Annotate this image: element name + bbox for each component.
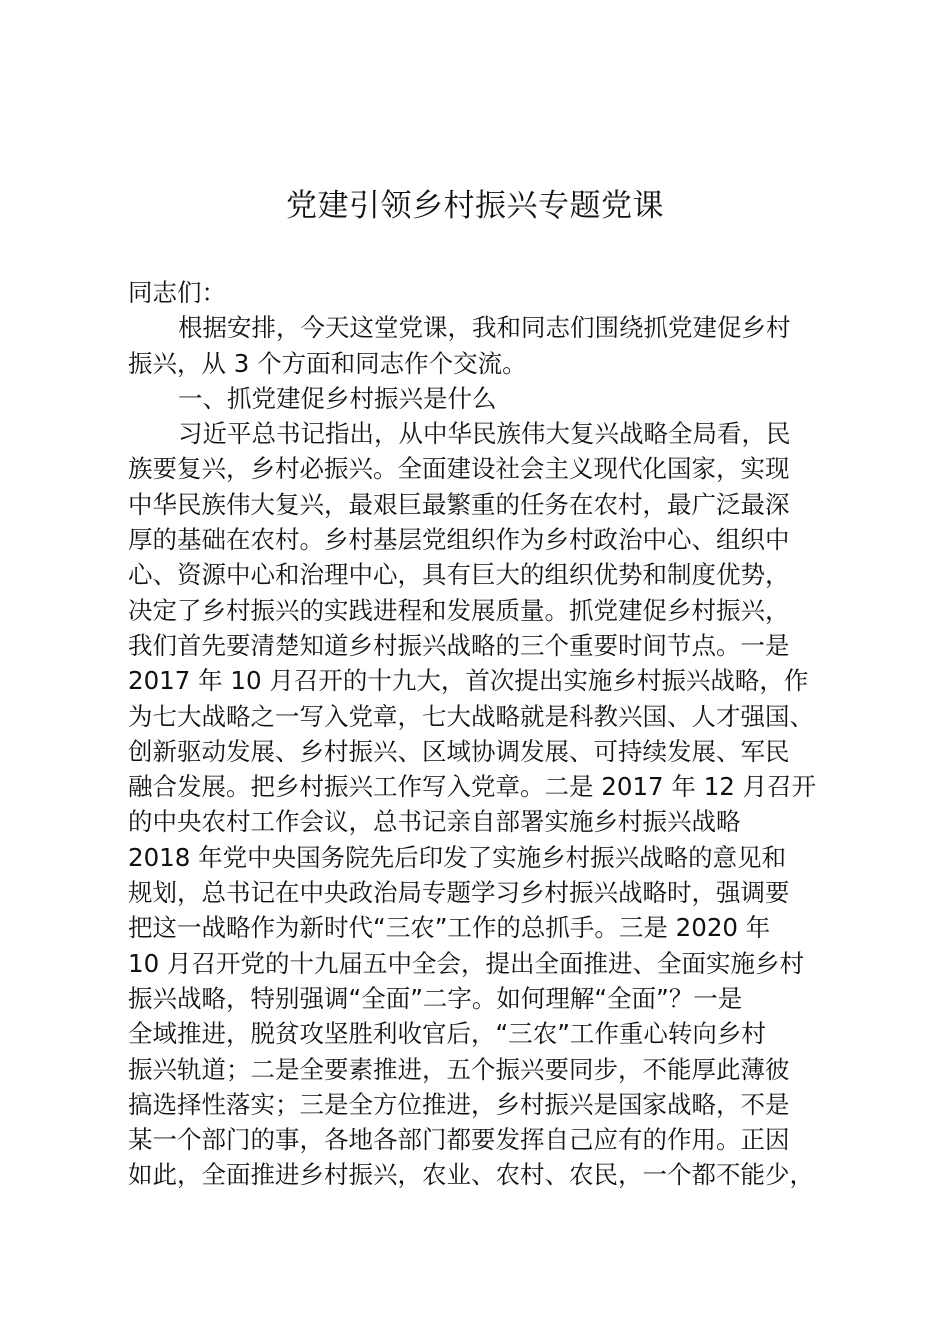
salutation-line: 同志们： <box>128 278 226 307</box>
paragraph-line: 振兴轨道；二是全要素推进，五个振兴要同步，不能厚此薄彼 <box>128 1054 790 1084</box>
paragraph-line: 创新驱动发展、乡村振兴、区域协调发展、可持续发展、军民 <box>128 736 790 766</box>
document-body <box>128 275 840 1193</box>
paragraph-line: 振兴，从 3 个方面和同志作个交流。 <box>128 348 527 378</box>
paragraph-line: 心、资源中心和治理中心，具有巨大的组织优势和制度优势， <box>128 560 790 590</box>
paragraph-line: 规划，总书记在中央政治局专题学习乡村振兴战略时，强调要 <box>128 878 790 908</box>
paragraph-line: 习近平总书记指出，从中华民族伟大复兴战略全局看，民 <box>178 419 791 449</box>
paragraph-line: 10 月召开党的十九届五中全会，提出全面推进、全面实施乡村 <box>128 948 804 978</box>
paragraph-line: 2018 年党中央国务院先后印发了实施乡村振兴战略的意见和 <box>128 842 787 872</box>
paragraph-line: 把这一战略作为新时代“三农”工作的总抓手。三是 2020 年 <box>128 913 771 943</box>
document-title: 党建引领乡村振兴专题党课 <box>286 188 664 224</box>
paragraph-line: 厚的基础在农村。乡村基层党组织作为乡村政治中心、组织中 <box>128 525 790 555</box>
paragraph-line: 搞选择性落实；三是全方位推进，乡村振兴是国家战略，不是 <box>128 1089 790 1119</box>
paragraph-line: 族要复兴，乡村必振兴。全面建设社会主义现代化国家，实现 <box>128 454 790 484</box>
paragraph-line: 决定了乡村振兴的实践进程和发展质量。抓党建促乡村振兴， <box>128 595 790 625</box>
paragraph-line: 我们首先要清楚知道乡村振兴战略的三个重要时间节点。一是 <box>128 630 790 660</box>
paragraph-line: 2017 年 10 月召开的十九大，首次提出实施乡村振兴战略，作 <box>128 666 809 696</box>
paragraph-line: 的中央农村工作会议，总书记亲自部署实施乡村振兴战略 <box>128 807 741 837</box>
paragraph-line: 根据安排，今天这堂党课，我和同志们围绕抓党建促乡村 <box>178 313 791 343</box>
paragraph-line: 融合发展。把乡村振兴工作写入党章。二是 2017 年 12 月召开 <box>128 772 817 802</box>
paragraph-line: 振兴战略，特别强调“全面”二字。如何理解“全面”？一是 <box>128 983 743 1013</box>
paragraph-line: 如此，全面推进乡村振兴，农业、农村、农民，一个都不能少， <box>128 1160 814 1190</box>
paragraph-line: 某一个部门的事，各地各部门都要发挥自己应有的作用。正因 <box>128 1125 790 1155</box>
paragraph-line: 全域推进，脱贫攻坚胜利收官后，“三农”工作重心转向乡村 <box>128 1019 766 1049</box>
paragraph-line: 中华民族伟大复兴，最艰巨最繁重的任务在农村，最广泛最深 <box>128 489 790 519</box>
paragraph-line: 为七大战略之一写入党章，七大战略就是科教兴国、人才强国、 <box>128 701 814 731</box>
section-heading: 一、抓党建促乡村振兴是什么 <box>178 383 497 413</box>
